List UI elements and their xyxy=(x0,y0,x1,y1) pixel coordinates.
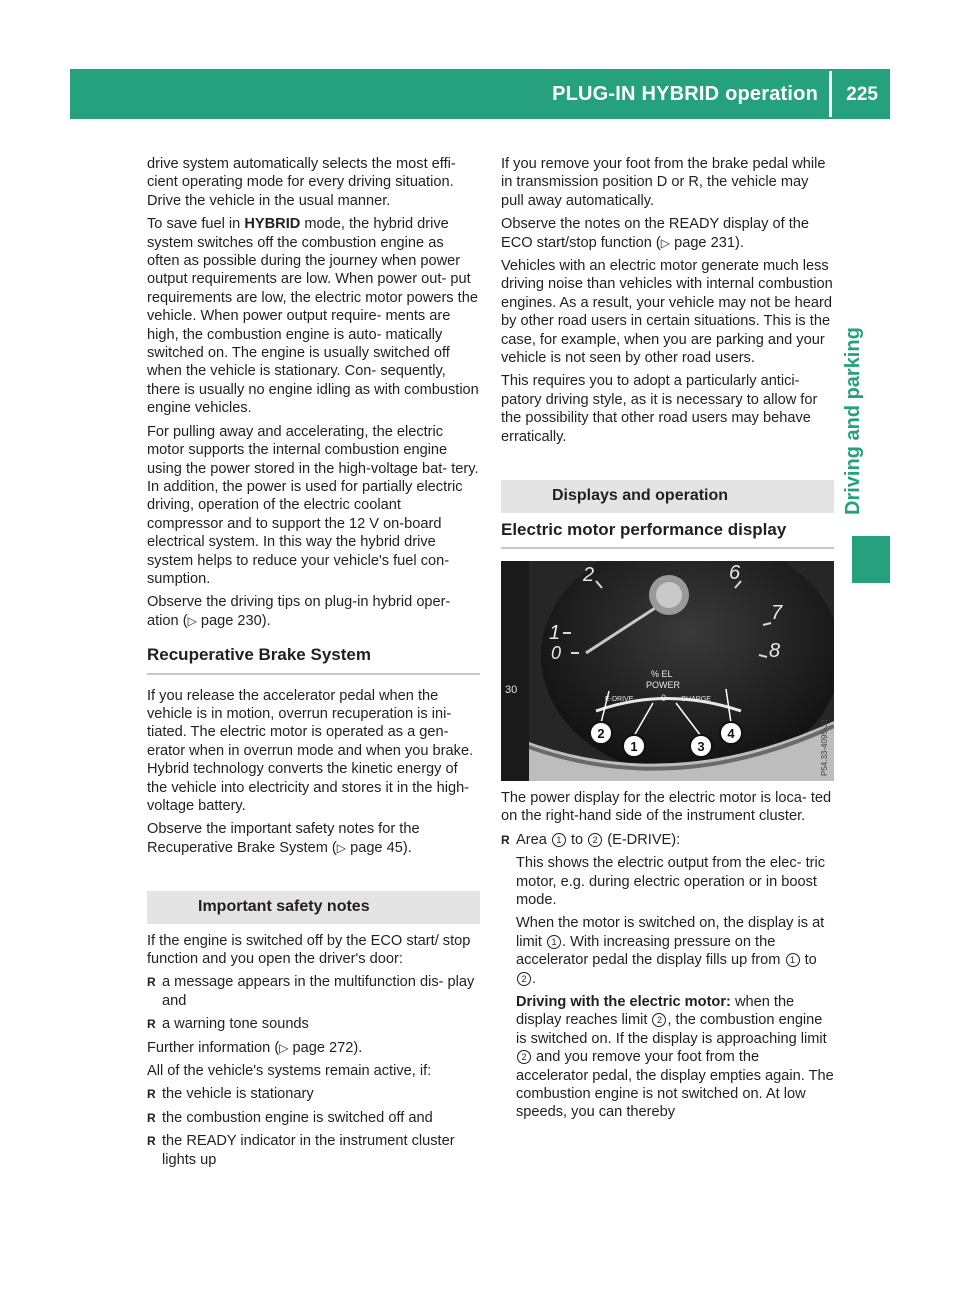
callout-1-icon: 1 xyxy=(552,833,566,847)
paragraph: Further information (▷ page 272). xyxy=(147,1039,363,1056)
heading-displays: Displays and operation xyxy=(501,480,834,512)
callout-number: 4 xyxy=(727,725,735,741)
side-tab-label: Driving and parking xyxy=(842,327,864,515)
dial-number: 2 xyxy=(583,563,595,586)
callout-2-icon: 2 xyxy=(517,1050,531,1064)
bullet-item: R Area 1 to 2 (E-DRIVE): xyxy=(501,831,834,849)
paragraph: If the engine is switched off by the ECO start/ stop function and you open the driver's door: xyxy=(147,932,471,968)
heading-power-display: Electric motor performance display xyxy=(501,521,834,549)
callout-number: 3 xyxy=(697,738,705,754)
bullet-item: R the vehicle is stationary xyxy=(147,1085,480,1103)
paragraph: Observe the notes on the READY display of the ECO start/stop function (▷ page 231). xyxy=(501,216,810,251)
section-title: PLUG-IN HYBRID operation xyxy=(552,83,818,105)
page-ref-icon: ▷ xyxy=(187,613,197,628)
dial-number: 6 xyxy=(729,561,741,584)
paragraph: Observe the important safety notes for the Recuperative Brake System (▷ page 45). xyxy=(147,821,420,856)
dial-number: 7 xyxy=(771,601,783,624)
paragraph: All of the vehicle's systems remain active, if: xyxy=(147,1063,432,1080)
zero-label: 0 xyxy=(661,692,667,703)
right-column xyxy=(501,155,834,1127)
side-readout: 30 xyxy=(505,683,518,696)
power-label: POWER xyxy=(646,679,681,690)
paragraph: This requires you to adopt a particularly antici- patory driving style, as it is necessary to allow for the possibility that other road users may behave erratically. xyxy=(501,373,818,445)
callout-2-icon: 2 xyxy=(517,972,531,986)
dial-number: 0 xyxy=(551,642,562,663)
paragraph: If you remove your foot from the brake pedal while in transmission position D or R, the vehicle may pull away automatically. xyxy=(501,156,826,209)
figure-code: P54.33-4095-31 xyxy=(820,718,829,776)
heading-recuperative: Recuperative Brake System xyxy=(147,646,480,674)
bullet-detail xyxy=(501,854,834,1122)
page-header xyxy=(70,69,890,119)
dial-number: 1 xyxy=(549,621,561,644)
paragraph: For pulling away and accelerating, the electric motor supports the internal combustion engine using the power stored in the high-voltage bat- tery. In addition, the power is used for partially electric driving, operation of the electric coolant compressor and to support the 12 V on-board electrical system. In this way the hybrid drive system helps to reduce your vehicle's fuel con- sumption. xyxy=(147,423,479,587)
power-meter-illustration xyxy=(501,561,834,781)
callout-1-icon: 1 xyxy=(786,953,800,967)
paragraph: drive system automatically selects the most effi- cient operating mode for every driving situation. Drive the vehicle in the usual manner. xyxy=(147,156,456,209)
paragraph: This shows the electric output from the elec- tric motor, e.g. during electric operation or in boost mode. xyxy=(516,855,826,908)
page-number: 225 xyxy=(846,84,878,105)
percent-label: % EL xyxy=(651,668,673,679)
paragraph: Driving with the electric motor: when the display reaches limit 2 , the combustion engine is switched on. If the display is approaching limit 2 and you remove your foot from the accelerator pedal, the display empties again. The combustion engine is not switched on. At low speeds, you can thereby xyxy=(516,993,834,1121)
header-divider xyxy=(829,71,832,117)
bullet-item: R the combustion engine is switched off and xyxy=(147,1109,480,1127)
bullet-item: R a warning tone sounds xyxy=(147,1015,480,1033)
dial-number: 8 xyxy=(769,639,781,662)
mode-keyword: HYBRID xyxy=(244,216,301,233)
page-ref-icon: ▷ xyxy=(279,1040,289,1055)
bold-label: Driving with the electric motor: xyxy=(516,993,731,1010)
paragraph: Observe the driving tips on plug-in hybrid oper- ation (▷ page 230). xyxy=(147,594,451,629)
paragraph: Vehicles with an electric motor generate much less driving noise than vehicles with internal combustion engines. As a result, your vehicle may not be heard by other road users in certain situations. This is the case, for example, when you are parking and your vehicle is not seen by other road users. xyxy=(501,258,833,367)
charge-label: CHARGE xyxy=(681,695,711,703)
heading-safety: Important safety notes xyxy=(147,891,480,923)
callout-1-icon: 1 xyxy=(547,935,561,949)
bullet-item: R the READY indicator in the instrument cluster lights up xyxy=(147,1132,480,1169)
page-ref-icon: ▷ xyxy=(660,235,671,250)
side-tab-marker xyxy=(852,536,890,583)
edrive-label: E-DRIVE xyxy=(605,695,634,703)
callout-2-icon: 2 xyxy=(588,833,602,847)
paragraph: The power display for the electric motor is loca- ted on the right-hand side of the instrument cluster. xyxy=(501,789,832,825)
instrument-cluster-figure xyxy=(501,561,834,781)
callout-2-icon: 2 xyxy=(652,1013,666,1027)
paragraph: When the motor is switched on, the display is at limit 1 . With increasing pressure on the accelerator pedal the display fills up from 1 to 2 . xyxy=(516,915,825,987)
paragraph: If you release the accelerator pedal when the vehicle is in motion, overrun recuperation is ini- tiated. The electric motor is operated as a gen- erator when in overrun mode and when you brake. Hybrid technology converts the kinetic energy of the vehicle into electricity and stores it in the high-voltage battery. xyxy=(147,687,474,814)
callout-number: 2 xyxy=(597,725,605,741)
callout-number: 1 xyxy=(630,738,638,754)
page-ref-icon: ▷ xyxy=(336,840,347,855)
paragraph: To save fuel in HYBRID mode, the hybrid drive system switches off the combustion engine as often as possible during the journey when power output requirements are low. When power out- put requirements are low, the electric motor powers the vehicle. When power output require- ments are high, the combustion engine is auto- matically switched on. The engine is usually switched off when the vehicle is stationary. Con- sequently, there is usually no engine idling as with combustion engine vehicles. xyxy=(147,216,479,417)
left-column xyxy=(147,155,480,1174)
bullet-item: R a message appears in the multifunction dis- play and xyxy=(147,973,480,1010)
